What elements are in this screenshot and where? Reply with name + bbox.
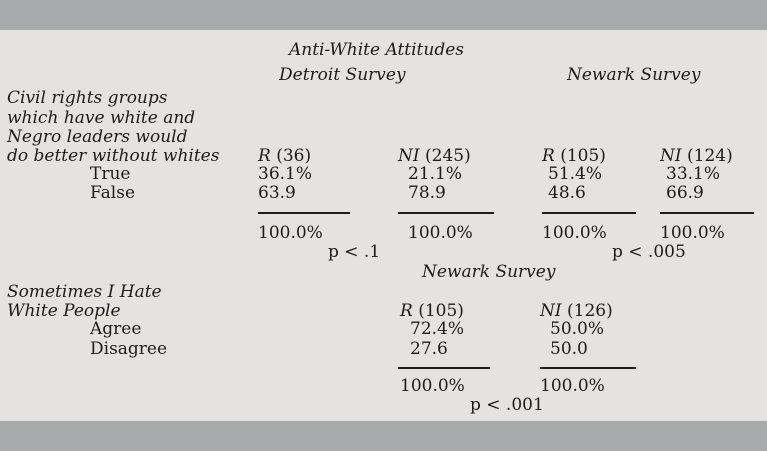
s2-total-col2: 100.0% [540, 376, 605, 396]
cell-true-col1: 36.1% [258, 164, 313, 184]
table-title: Anti-White Attitudes [289, 40, 464, 60]
cell-disagree-col2: 50.0 [550, 339, 588, 359]
s2-col1-header: R (105) [400, 301, 464, 321]
total-col2: 100.0% [408, 223, 473, 243]
p-value-survey2: p < .001 [470, 395, 544, 415]
cell-true-col2: 21.1% [408, 164, 463, 184]
question2-line1: Sometimes I Hate [7, 282, 162, 302]
col3-header: R (105) [542, 146, 606, 166]
question1-line2: which have white and [7, 108, 196, 128]
row-agree-label: Agree [90, 319, 142, 339]
total-rule-col2 [398, 212, 494, 214]
s2-col2-header: NI (126) [540, 301, 613, 321]
scanned-table-page [0, 30, 767, 421]
total-col1: 100.0% [258, 223, 323, 243]
cell-true-col4: 33.1% [666, 164, 721, 184]
s2-total-rule-col1 [398, 367, 490, 369]
s2-total-rule-col2 [540, 367, 636, 369]
question1-line3: Negro leaders would [7, 127, 188, 147]
row-disagree-label: Disagree [90, 339, 168, 359]
cell-false-col3: 48.6 [548, 183, 586, 203]
question1-line1: Civil rights groups [7, 88, 168, 108]
question2-line2: White People [7, 301, 121, 321]
p-value-detroit: p < .1 [328, 242, 381, 262]
total-col4: 100.0% [660, 223, 725, 243]
total-col3: 100.0% [542, 223, 607, 243]
cell-false-col4: 66.9 [666, 183, 704, 203]
total-rule-col3 [542, 212, 636, 214]
detroit-survey-heading: Detroit Survey [279, 65, 406, 85]
cell-agree-col1: 72.4% [410, 319, 465, 339]
cell-true-col3: 51.4% [548, 164, 603, 184]
col2-header: NI (245) [398, 146, 471, 166]
col1-header: R (36) [258, 146, 312, 166]
row-false-label: False [90, 183, 135, 203]
question1-line4: do better without whites [7, 146, 220, 166]
s2-total-col1: 100.0% [400, 376, 465, 396]
newark-survey-heading: Newark Survey [567, 65, 701, 85]
cell-disagree-col1: 27.6 [410, 339, 448, 359]
newark-survey-heading-2: Newark Survey [422, 262, 556, 282]
total-rule-col4 [660, 212, 754, 214]
cell-false-col2: 78.9 [408, 183, 446, 203]
col4-header: NI (124) [660, 146, 733, 166]
p-value-newark: p < .005 [612, 242, 686, 262]
row-true-label: True [90, 164, 131, 184]
cell-agree-col2: 50.0% [550, 319, 605, 339]
cell-false-col1: 63.9 [258, 183, 296, 203]
total-rule-col1 [258, 212, 350, 214]
